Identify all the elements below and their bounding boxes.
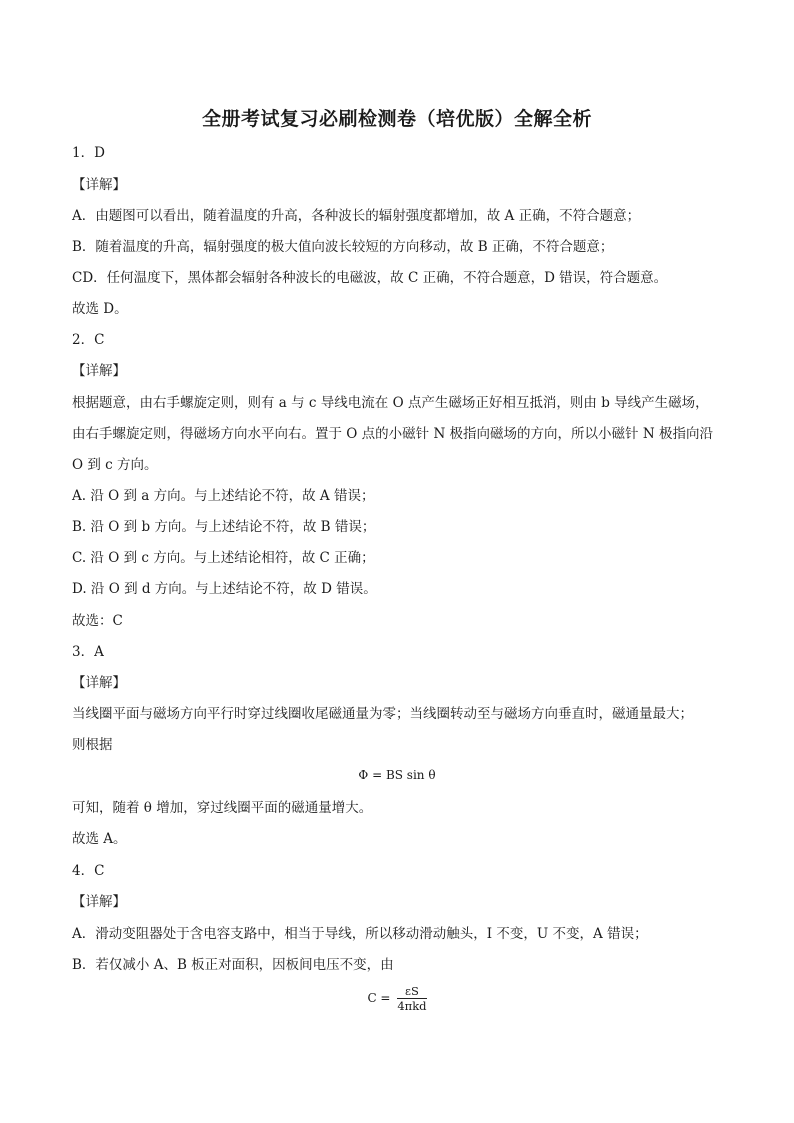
q2-choice: 故选：C	[72, 613, 123, 629]
q2-option-c: C. 沿 O 到 c 方向。与上述结论相符，故 C 正确；	[72, 550, 375, 566]
q4-option-a: A．滑动变阻器处于含电容支路中，相当于导线，所以移动滑动触头，I 不变，U 不变，A 错误；	[72, 926, 648, 942]
q2-option-a: A. 沿 O 到 a 方向。与上述结论不符，故 A 错误；	[72, 488, 375, 504]
q3-choice: 故选 A。	[72, 831, 127, 847]
q3-detail-heading: 【详解】	[72, 675, 126, 691]
q3-paragraph-line-3: 可知，随着 θ 增加，穿过线圈平面的磁通量增大。	[72, 800, 373, 816]
q3-answer: 3．A	[72, 644, 104, 660]
q2-option-d: D. 沿 O 到 d 方向。与上述结论不符，故 D 错误。	[72, 581, 377, 597]
q1-option-cd: CD．任何温度下，黑体都会辐射各种波长的电磁波，故 C 正确，不符合题意，D 错误，符合题意。	[72, 270, 668, 286]
q2-detail-heading: 【详解】	[72, 363, 126, 379]
q3-formula: Φ = BS sin θ	[358, 768, 436, 782]
q2-paragraph-line-3: O 到 c 方向。	[72, 457, 158, 473]
q2-paragraph-line-1: 根据题意，由右手螺旋定则，则有 a 与 c 导线电流在 O 点产生磁场正好相互抵消，则由 b 导线产生磁场，	[72, 395, 709, 411]
q4-detail-heading: 【详解】	[72, 894, 126, 910]
q4-formula	[0, 984, 794, 1013]
q1-answer: 1．D	[72, 145, 105, 161]
q3-paragraph-line-1: 当线圈平面与磁场方向平行时穿过线圈收尾磁通量为零；当线圈转动至与磁场方向垂直时，磁通量最大；	[72, 706, 693, 722]
q1-detail-heading: 【详解】	[72, 177, 126, 193]
q4-formula-denominator: 4πkd	[397, 999, 427, 1013]
q2-paragraph-line-2: 由右手螺旋定则，得磁场方向水平向右。置于 O 点的小磁针 N 极指向磁场的方向，所以小磁针 N 极指向沿	[72, 426, 713, 442]
q1-option-b: B．随着温度的升高，辐射强度的极大值向波长较短的方向移动，故 B 正确，不符合题意；	[72, 239, 614, 255]
page-title: 全册考试复习必刷检测卷（培优版）全解全析	[201, 108, 592, 130]
q4-formula-numerator: εS	[397, 984, 426, 999]
q4-formula-fraction	[397, 984, 426, 1013]
q4-option-b: B．若仅减小 A、B 板正对面积，因板间电压不变，由	[72, 957, 394, 973]
q4-formula-lhs: C =	[367, 991, 391, 1005]
q4-answer: 4．C	[72, 863, 105, 879]
q3-paragraph-line-2: 则根据	[72, 737, 113, 753]
q2-option-b: B. 沿 O 到 b 方向。与上述结论不符，故 B 错误；	[72, 519, 376, 535]
q2-answer: 2．C	[72, 332, 105, 348]
q1-choice: 故选 D。	[72, 301, 128, 317]
q1-option-a: A．由题图可以看出，随着温度的升高，各种波长的辐射强度都增加，故 A 正确，不符合题意；	[72, 208, 641, 224]
